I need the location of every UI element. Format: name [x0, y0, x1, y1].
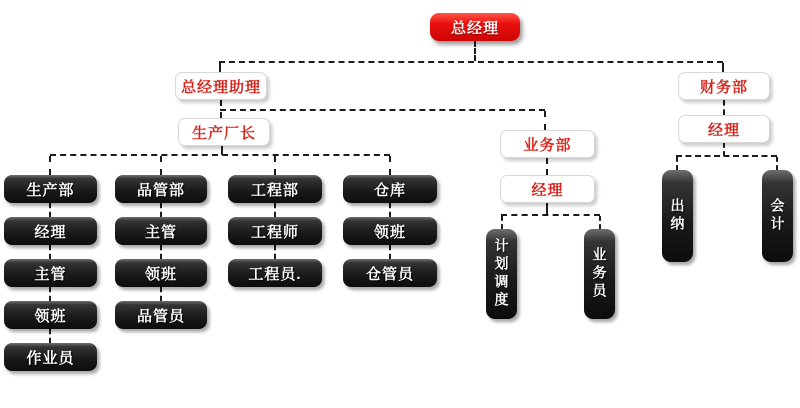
node-production-manager: 经理	[4, 217, 97, 245]
connector-vline	[389, 245, 391, 259]
connector-vline	[160, 203, 162, 217]
node-production-foreman: 领班	[4, 301, 97, 329]
connector-vline	[219, 63, 221, 72]
connector-hline	[50, 154, 390, 156]
node-finance-manager: 经理	[678, 115, 770, 143]
connector-hline	[676, 155, 777, 157]
connector-hline	[501, 214, 600, 216]
node-production-dept: 生产部	[4, 175, 97, 203]
node-business-dept: 业务部	[500, 130, 595, 158]
node-general-manager: 总经理	[430, 13, 520, 41]
connector-vline	[274, 203, 276, 217]
connector-vline	[501, 216, 503, 229]
connector-vline	[49, 203, 51, 217]
node-planning-dispatch: 计划调度	[486, 229, 517, 319]
node-engineering-dept: 工程部	[228, 175, 322, 203]
connector-vline	[722, 63, 724, 72]
connector-vline	[160, 287, 162, 301]
node-production-supervisor: 主管	[4, 259, 97, 287]
node-warehouse: 仓库	[343, 175, 437, 203]
connector-hline	[219, 61, 723, 63]
connector-vline	[274, 156, 276, 175]
connector-vline	[160, 156, 162, 175]
node-gm-assistant: 总经理助理	[175, 72, 267, 100]
connector-vline	[49, 329, 51, 343]
node-warehouse-keeper: 仓管员	[343, 259, 437, 287]
node-engineer: 工程师	[228, 217, 322, 245]
connector-vline	[49, 156, 51, 175]
node-warehouse-foreman: 领班	[343, 217, 437, 245]
node-business-manager: 经理	[500, 175, 595, 203]
connector-vline	[389, 203, 391, 217]
node-cashier: 出纳	[662, 170, 693, 262]
connector-vline	[274, 245, 276, 259]
node-engineering-staff: 工程员.	[228, 259, 322, 287]
connector-vline	[160, 245, 162, 259]
node-finance-dept: 财务部	[678, 72, 770, 100]
connector-vline	[544, 111, 546, 130]
connector-vline	[599, 216, 601, 229]
node-production-director: 生产厂长	[178, 118, 270, 146]
connector-vline	[49, 287, 51, 301]
connector-vline	[389, 156, 391, 175]
node-accountant: 会计	[762, 170, 793, 262]
connector-vline	[776, 157, 778, 170]
connector-vline	[49, 245, 51, 259]
connector-vline	[474, 41, 476, 61]
node-quality-foreman: 领班	[115, 259, 207, 287]
node-quality-supervisor: 主管	[115, 217, 207, 245]
node-salesperson: 业务员	[584, 229, 615, 319]
node-quality-inspector: 品管员	[115, 301, 207, 329]
connector-vline	[676, 157, 678, 170]
connector-vline	[546, 158, 548, 175]
node-production-operator: 作业员	[4, 343, 97, 371]
connector-vline	[723, 100, 725, 115]
connector-hline	[220, 109, 545, 111]
node-quality-dept: 品管部	[115, 175, 207, 203]
